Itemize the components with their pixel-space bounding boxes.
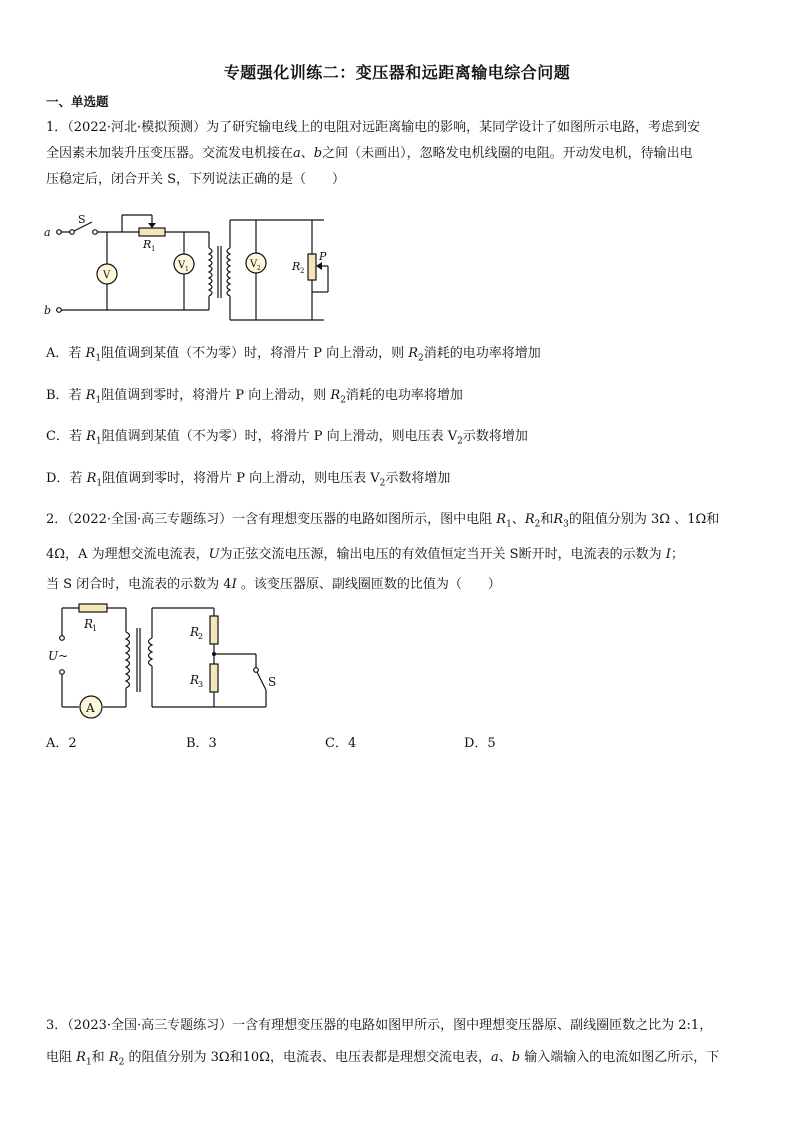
option-q2-a[interactable]: A．2 [46, 736, 77, 751]
svg-text:S: S [78, 213, 86, 226]
option-q1-c[interactable]: C．若 $R_1$阻值调到某值（不为零）时，将滑片 P 向上滑动，则电压表 $V_2$示数将增加 [46, 429, 528, 447]
svg-text:1: 1 [151, 245, 156, 253]
svg-text:R: R [292, 260, 301, 273]
option-q2-d[interactable]: D．5 [464, 736, 496, 751]
resistor-r1 [139, 228, 165, 236]
option-q1-a[interactable]: A．若 $R_1$阻值调到某值（不为零）时，将滑片 P 向上滑动，则 $R_2$消耗的电功率将增加 [46, 346, 541, 364]
page-title: 专题强化训练二：变压器和远距离输电综合问题 [223, 63, 571, 82]
svg-text:2: 2 [300, 267, 305, 275]
svg-text:R: R [190, 625, 200, 639]
svg-text:V: V [250, 259, 258, 270]
svg-text:2: 2 [257, 265, 261, 272]
svg-text:V: V [178, 260, 186, 271]
svg-text:P: P [319, 250, 327, 263]
svg-text:A: A [86, 701, 95, 715]
question-1-text: 1．（2022·河北·模拟预测）为了研究输电线上的电阻对远距离输电的影响，某同学设计了如图所示电路，考虑到安 全因素未加装升压变压器。交流发电机接在a、b之间（未画出），忽略发电机线圈的电阻。开动发电机，待输出电 压稳定后，闭合开关 S，下列说法正确的是（ ） [46, 120, 701, 187]
svg-text:R: R [190, 673, 200, 687]
question-2-circuit [44, 600, 284, 725]
resistor-r2 [210, 616, 218, 644]
section-heading: 一、单选题 [46, 94, 109, 109]
svg-text:1: 1 [185, 266, 189, 273]
question-3-text: 3．（2023·全国·高三专题练习）一含有理想变压器的电路如图甲所示，图中理想变压器原、副线圈匝数之比为 2:1， 电阻 $R_1$和 $R_2$ 的阻值分别为 3Ω和10Ω，电流表、电压表都是理想交流电表，a、b 输入端输入的电流如图乙所示，下 [46, 1018, 720, 1068]
svg-text:S: S [268, 675, 277, 689]
resistor-r2 [308, 254, 316, 280]
svg-text:V: V [103, 270, 111, 281]
option-q1-b[interactable]: B．若 $R_1$阻值调到零时，将滑片 P 向上滑动，则 $R_2$消耗的电功率将增加 [46, 388, 463, 406]
svg-text:R: R [143, 238, 152, 251]
svg-text:a: a [44, 226, 51, 239]
option-q2-b[interactable]: B．3 [186, 736, 217, 751]
option-q2-c[interactable]: C．4 [325, 736, 357, 751]
resistor-r1 [79, 604, 107, 612]
resistor-r3 [210, 664, 218, 692]
option-q1-d[interactable]: D．若 $R_1$阻值调到零时，将滑片 P 向上滑动，则电压表 $V_2$示数将增加 [46, 471, 451, 489]
svg-text:U~: U~ [48, 649, 69, 663]
question-1-circuit [44, 210, 344, 325]
svg-text:1: 1 [92, 624, 98, 633]
svg-text:3: 3 [198, 680, 204, 689]
svg-text:2: 2 [198, 632, 204, 641]
svg-text:R: R [84, 617, 94, 631]
question-2-text: 2．（2022·全国·高三专题练习）一含有理想变压器的电路如图所示，图中电阻 $R_1$、$R_2$和$R_3$的阻值分别为 3Ω 、1Ω和 4Ω，A 为理想交流电流表，U为正弦交流电压源，输出电压的有效值恒定当开关 S断开时，电流表的示数为 I； 当 S 闭合时，电流表的示数为 4I 。该变压器原、副线圈匝数的比值为（ ） [46, 512, 720, 592]
svg-text:b: b [44, 304, 52, 317]
